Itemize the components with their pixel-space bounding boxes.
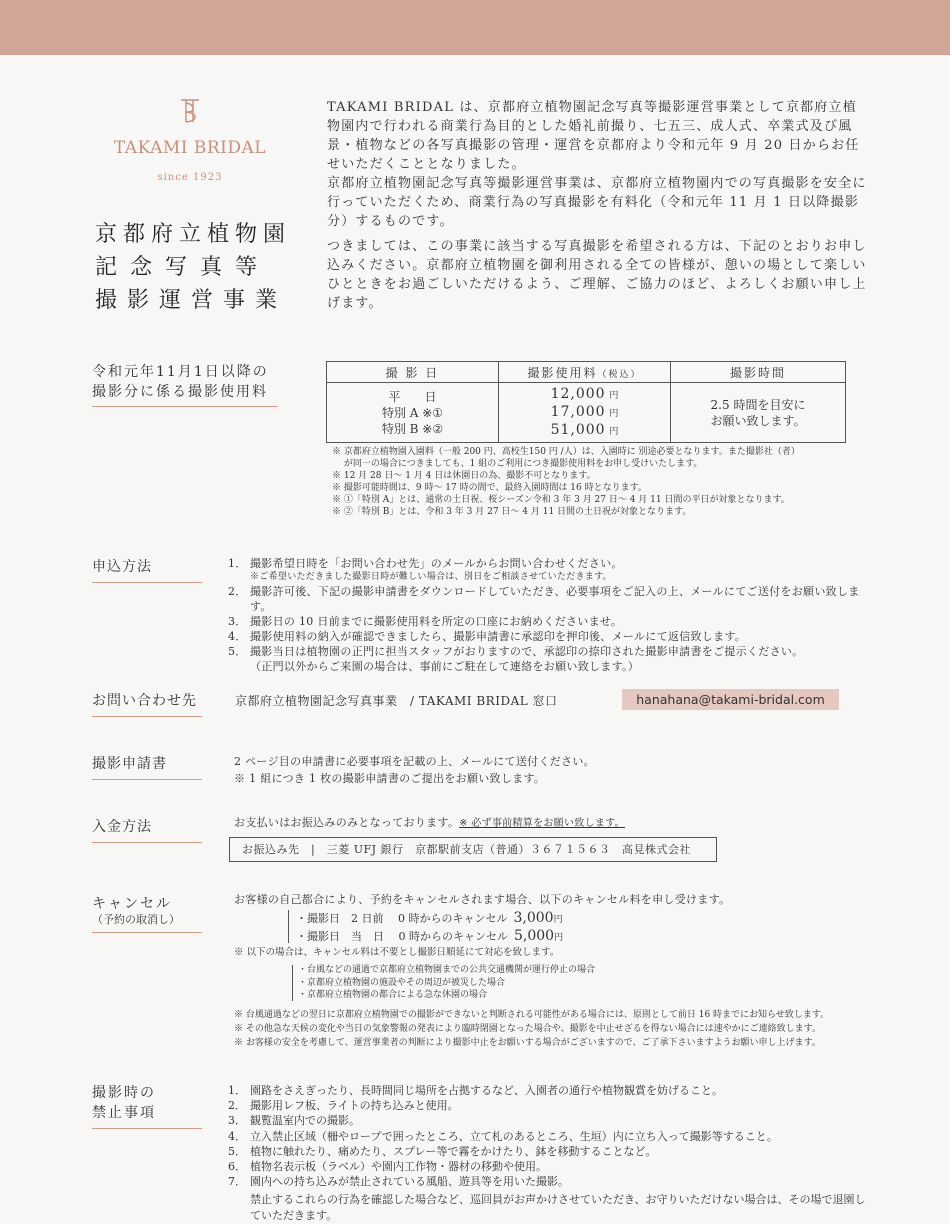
list-item: 3． 観覧温室内での撮影。 [228,1114,360,1128]
header-band [0,0,950,55]
payment-label: 入金方法 [92,819,152,835]
prohibited-closing: 禁止するこれらの行為を確認した場合など、巡回員がお声かけさせていただき、お守りいただけない場合は、その場で退園していただきます。 [250,1193,866,1222]
contact-email[interactable]: hanahana@takami-bridal.com [622,689,839,710]
brand-name: TAKAMI BRIDAL [113,138,267,158]
application-form-underline [92,779,202,780]
cancel-fees-rule [288,910,289,943]
list-item: ・撮影日 当 日 0 時からのキャンセル 5,000 円 [296,928,564,944]
brand-logo-icon [179,98,201,124]
contact-text: 京都府立植物園記念写真事業 / TAKAMI BRIDAL 窓口 [235,694,558,708]
application-form-label: 撮影申請書 [92,756,167,772]
cancel-fees [296,910,563,946]
contact-underline [92,716,202,717]
fee-time-cell: 2.5 時間を目安に お願い致します。 [671,383,846,443]
fee-prices-cell: 12,000 円 17,000 円 51,000 円 [499,383,671,443]
cancel-intro: お客様の自己都合により、予約をキャンセルされます場合、以下のキャンセル料を申し受けます。 [234,893,731,906]
list-item: 6． 植物名表示板（ラベル）や園内工作物・器材の移動や使用。 [228,1160,547,1174]
prohibited-list [228,1083,888,1223]
cancel-exempt-list: ・台風などの通過で京都府立植物園までの公共交通機関が運行停止の場合 ・京都府立植物園の施設やその周辺が被災した場合 ・京都府立植物園の都合による急な休園の場合 [298,965,596,1000]
application-form-text: 2 ページ目の申請書に必要事項を記載の上、メールにて送付ください。 ※ 1 組につき 1 枚の撮影申請書のご提出をお願い致します。 [234,755,595,785]
fee-notes: ※ 京都府立植物園入園料（一般 200 円、高校生150 円 /人）は、入園時に 別途必要となります。また撮影社（者） が同一の場合につきましても、1 組のご利用につき撮影使用料をお申し受けいたします。 ※ 12 月 28 日～ 1 月 4 日は休園日の為、撮影不可となります。 ※ 撮影可能時間は、9 時～ 17 時の間で、最終入園時間は 16 時となります。 ※ ①「特別 A」とは、通常の土日祝、桜シーズン令和 3 年 3 月 27 日～ 4 月 11 日間の平日が対象となります。 ※ ②「特別 B」とは、令和 3 年 3 月 27 日～ 4 月 11 日間の土日祝が対象となります。 [332,447,800,517]
list-item: （正門以外からご来園の場合は、事前にご駐在して連絡をお願い致します。） [250,660,640,673]
list-item: 4． 立入禁止区域（柵やロープで囲ったところ、立て札のあるところ、生垣）内に立ち入って撮影等すること。 [228,1129,778,1143]
list-item: 5． 撮影当日は植物園の正門に担当スタッフがおりますので、承認印の捺印された撮影申請書をご提示ください。 [228,645,804,658]
fee-days-cell: 平 日 特別 A ※① 特別 B ※② [327,383,499,443]
fee-header-time: 撮影時間 [671,362,846,383]
cancel-sublabel: （予約の取消し） [92,913,180,926]
prohibited-underline [92,1128,202,1129]
list-item: 4． 撮影使用料の納入が確認できましたら、撮影申請書に承認印を押印後、メールにて返信致します。 [228,630,747,643]
cancel-label: キャンセル [92,896,172,912]
bank-account-box: お振込み先 | 三菱 UFJ 銀行 京都駅前支店（普通）３６７１５６３ 高見株式会社 [229,837,717,862]
cancel-notes: ※ 台風通過などの翌日に京都府立植物園での撮影ができないと判断される可能性がある場合には、原則として前日 16 時までにお知らせ致します。 ※ その他急な天候の変化や当日の気象警報の発表により臨時閉園となった場合や、撮影を中止せざるを得ない場合には速やかにご連絡致します。 ※ お客様の安全を考慮して、運営事業者の判断により撮影中止をお願いする場合がございますので、ご了承下さいますようお願い申し上げます。 [234,1010,830,1048]
contact-label: お問い合わせ先 [92,693,197,709]
payment-text: お支払いはお振込みのみとなっております。※ 必ず事前精算をお願い致します。 [234,816,625,829]
list-item: 7． 園内への持ち込みが禁止されている風船、遊具等を用いた撮影。 [228,1175,569,1189]
list-item: 1． 園路をさえぎったり、長時間同じ場所を占拠するなど、入園者の通行や植物観賞を妨げること。 [228,1084,723,1097]
apply-label: 申込方法 [92,559,152,575]
list-item: 2． 撮影用レフ板、ライトの持ち込みと使用。 [228,1099,459,1113]
apply-underline [92,582,202,583]
list-item: 5． 植物に触れたり、痛めたり、スプレー等で霧をかけたり、鉢を移動することなど。 [228,1144,657,1158]
list-item: ・撮影日 2 日前 0 時からのキャンセル 3,000 円 [296,910,563,926]
cancel-exempt-intro: ※ 以下の場合は、キャンセル料は不要とし撮影日順延にて対応を致します。 [234,947,560,958]
fee-header-day: 撮 影 日 [327,362,499,383]
fee-header-fee: 撮影使用料（税込） [499,362,671,383]
fee-table [326,361,846,443]
brand-since: since 1923 [157,172,223,183]
apply-steps: 1． 撮影希望日時を「お問い合わせ先」のメールからお問い合わせください。 ※ご希望いただきました撮影日時が難しい場合は、別日をご相談させていただきます。 2． 撮影許可後、下記の撮影申請書をダウンロードしていただき、必要事項をご記入の上、メールにてご送付をお願い致します。 3． 撮影日の 10 日前までに撮影使用料を所定の口座にお納めくださいませ。 4． 撮影使用料の納入が確認できましたら、撮影申請書に承認印を押印後、メールにて返信致します。 5． 撮影当日は植物園の正門に担当スタッフがおりますので、承認印の捺印された撮影申請書をご提示ください。 （正門以外からご来園の場合は、事前にご駐在して連絡をお願い致します。） [228,556,868,674]
page-title: 京都府立植物園 記念写真等 撮影運営事業 [95,222,292,313]
cancel-underline [92,932,202,933]
fee-label-underline [92,406,278,407]
cancel-exempt-rule [292,965,293,1001]
list-item: 3． 撮影日の 10 日前までに撮影使用料を所定の口座にお納めくださいませ。 [228,615,623,628]
payment-underline [92,842,202,843]
list-item: 2． 撮影許可後、下記の撮影申請書をダウンロードしていただき、必要事項をご記入の上、メールにてご送付をお願い致します。 [228,585,860,613]
list-item: 1． 撮影希望日時を「お問い合わせ先」のメールからお問い合わせください。 [228,557,623,570]
fee-section-label: 令和元年11月1日以降の 撮影分に係る撮影使用料 [92,364,269,400]
intro-text: TAKAMI BRIDAL は、京都府立植物園記念写真等撮影運営事業として京都府立植物園内で行われる商業行為目的とした婚礼前撮り、七五三、成人式、卒業式及び風景・植物などの各写真撮影の管理・運営を京都府より令和元年 9 月 20 日からお任せいただくこととなりました。 京都府立植物園記念写真等撮影運営事業は、京都府立植物園内での写真撮影を安全に行っていただくため、商業行為の写真撮影を有料化（令和元年 11 月 1 日以降撮影分）するものです。 つきましては、この事業に該当する写真撮影を希望される方は、下記のとおりお申し込みください。京都府立植物園を御利用される全ての皆様が、憩いの場として楽しいひとときをお過ごしいただけるよう、ご理解、ご協力のほど、よろしくお願い申し上げます。 [327,100,867,311]
prohibited-label: 撮影時の 禁止事項 [92,1085,156,1121]
